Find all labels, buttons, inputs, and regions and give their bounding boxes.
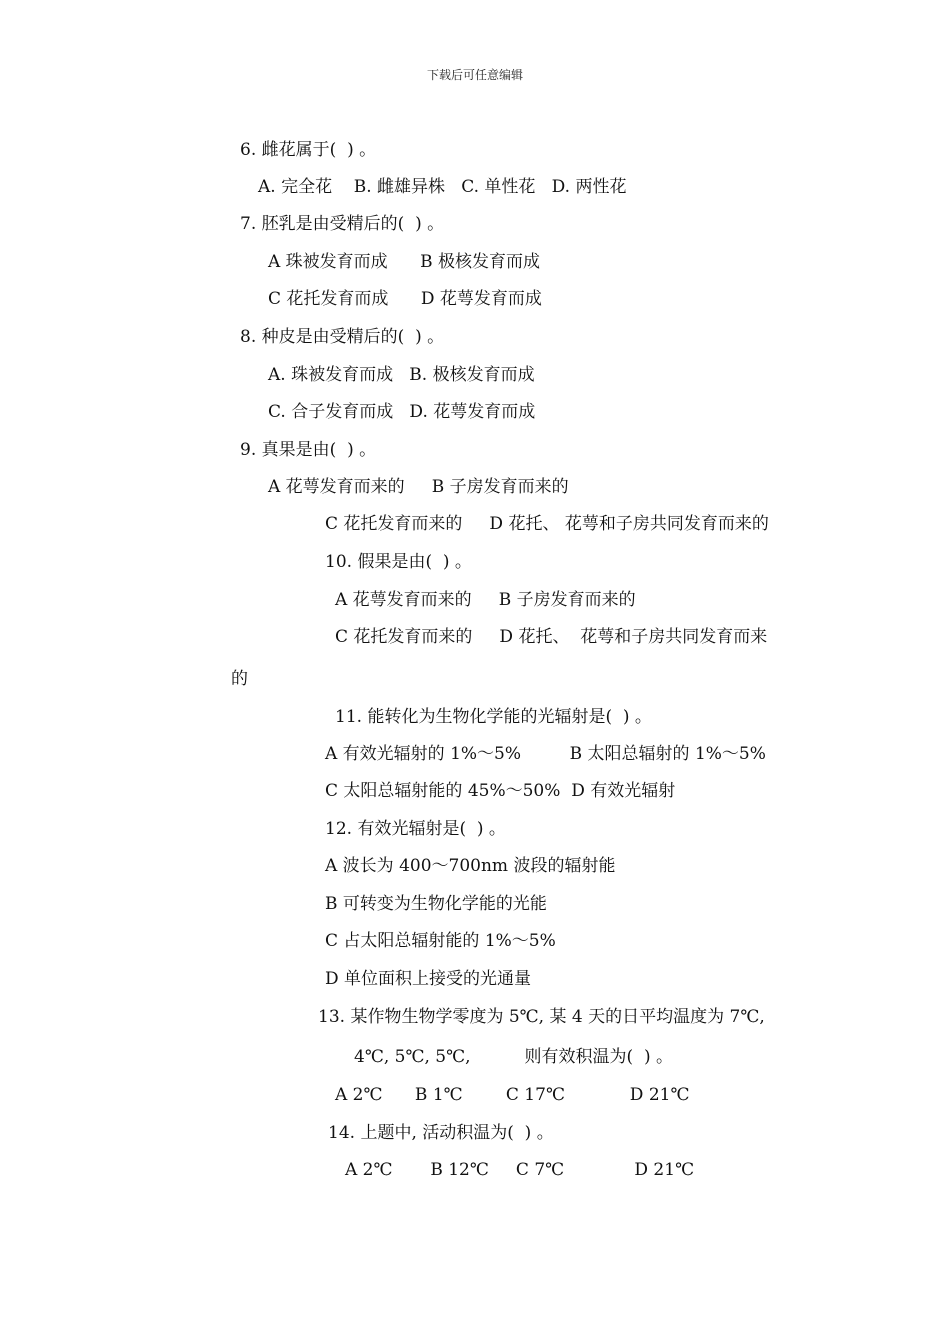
question-7: 7. 胚乳是由受精后的( ) 。 — [240, 214, 445, 234]
question-8: 8. 种皮是由受精后的( ) 。 — [240, 327, 445, 347]
question-8-options-cd: C. 合子发育而成 D. 花萼发育而成 — [268, 402, 536, 422]
question-10: 10. 假果是由( ) 。 — [325, 552, 472, 572]
question-6: 6. 雌花属于( ) 。 — [240, 140, 377, 160]
page-header: 下载后可任意编辑 — [426, 68, 523, 82]
question-12-option-c: C 占太阳总辐射能的 1%～5% — [325, 931, 556, 951]
question-13: 13. 某作物生物学零度为 5℃, 某 4 天的日平均温度为 7℃, — [318, 1007, 765, 1027]
question-13-options: A 2℃ B 1℃ C 17℃ D 21℃ — [335, 1085, 690, 1105]
question-11-options-cd: C 太阳总辐射能的 45%～50% D 有效光辐射 — [325, 781, 676, 801]
question-6-options: A. 完全花 B. 雌雄异株 C. 单性花 D. 两性花 — [258, 177, 627, 197]
question-9: 9. 真果是由( ) 。 — [240, 440, 377, 460]
question-10-options-ab: A 花萼发育而来的 B 子房发育而来的 — [335, 590, 636, 610]
question-11: 11. 能转化为生物化学能的光辐射是( ) 。 — [335, 707, 652, 727]
question-12: 12. 有效光辐射是( ) 。 — [325, 819, 506, 839]
question-8-options-ab: A. 珠被发育而成 B. 极核发育而成 — [268, 365, 535, 385]
question-7-options-ab: A 珠被发育而成 B 极核发育而成 — [268, 252, 540, 272]
question-7-options-cd: C 花托发育而成 D 花萼发育而成 — [268, 289, 542, 309]
question-9-options-ab: A 花萼发育而来的 B 子房发育而来的 — [268, 477, 569, 497]
question-9-options-cd: C 花托发育而来的 D 花托、 花萼和子房共同发育而来的 — [325, 514, 769, 534]
question-12-option-d: D 单位面积上接受的光通量 — [325, 969, 532, 989]
question-12-option-b: B 可转变为生物化学能的光能 — [325, 894, 547, 914]
question-11-options-ab: A 有效光辐射的 1%～5% B 太阳总辐射的 1%～5% — [325, 744, 766, 764]
question-12-option-a: A 波长为 400～700nm 波段的辐射能 — [325, 856, 616, 876]
question-14: 14. 上题中, 活动积温为( ) 。 — [328, 1123, 554, 1143]
question-10-options-cd: C 花托发育而来的 D 花托、 花萼和子房共同发育而来 — [335, 627, 768, 647]
question-10-options-cd-wrap: 的 — [231, 669, 248, 689]
question-14-options: A 2℃ B 12℃ C 7℃ D 21℃ — [345, 1160, 695, 1180]
question-13-continued: 4℃, 5℃, 5℃, 则有效积温为( ) 。 — [354, 1047, 674, 1067]
